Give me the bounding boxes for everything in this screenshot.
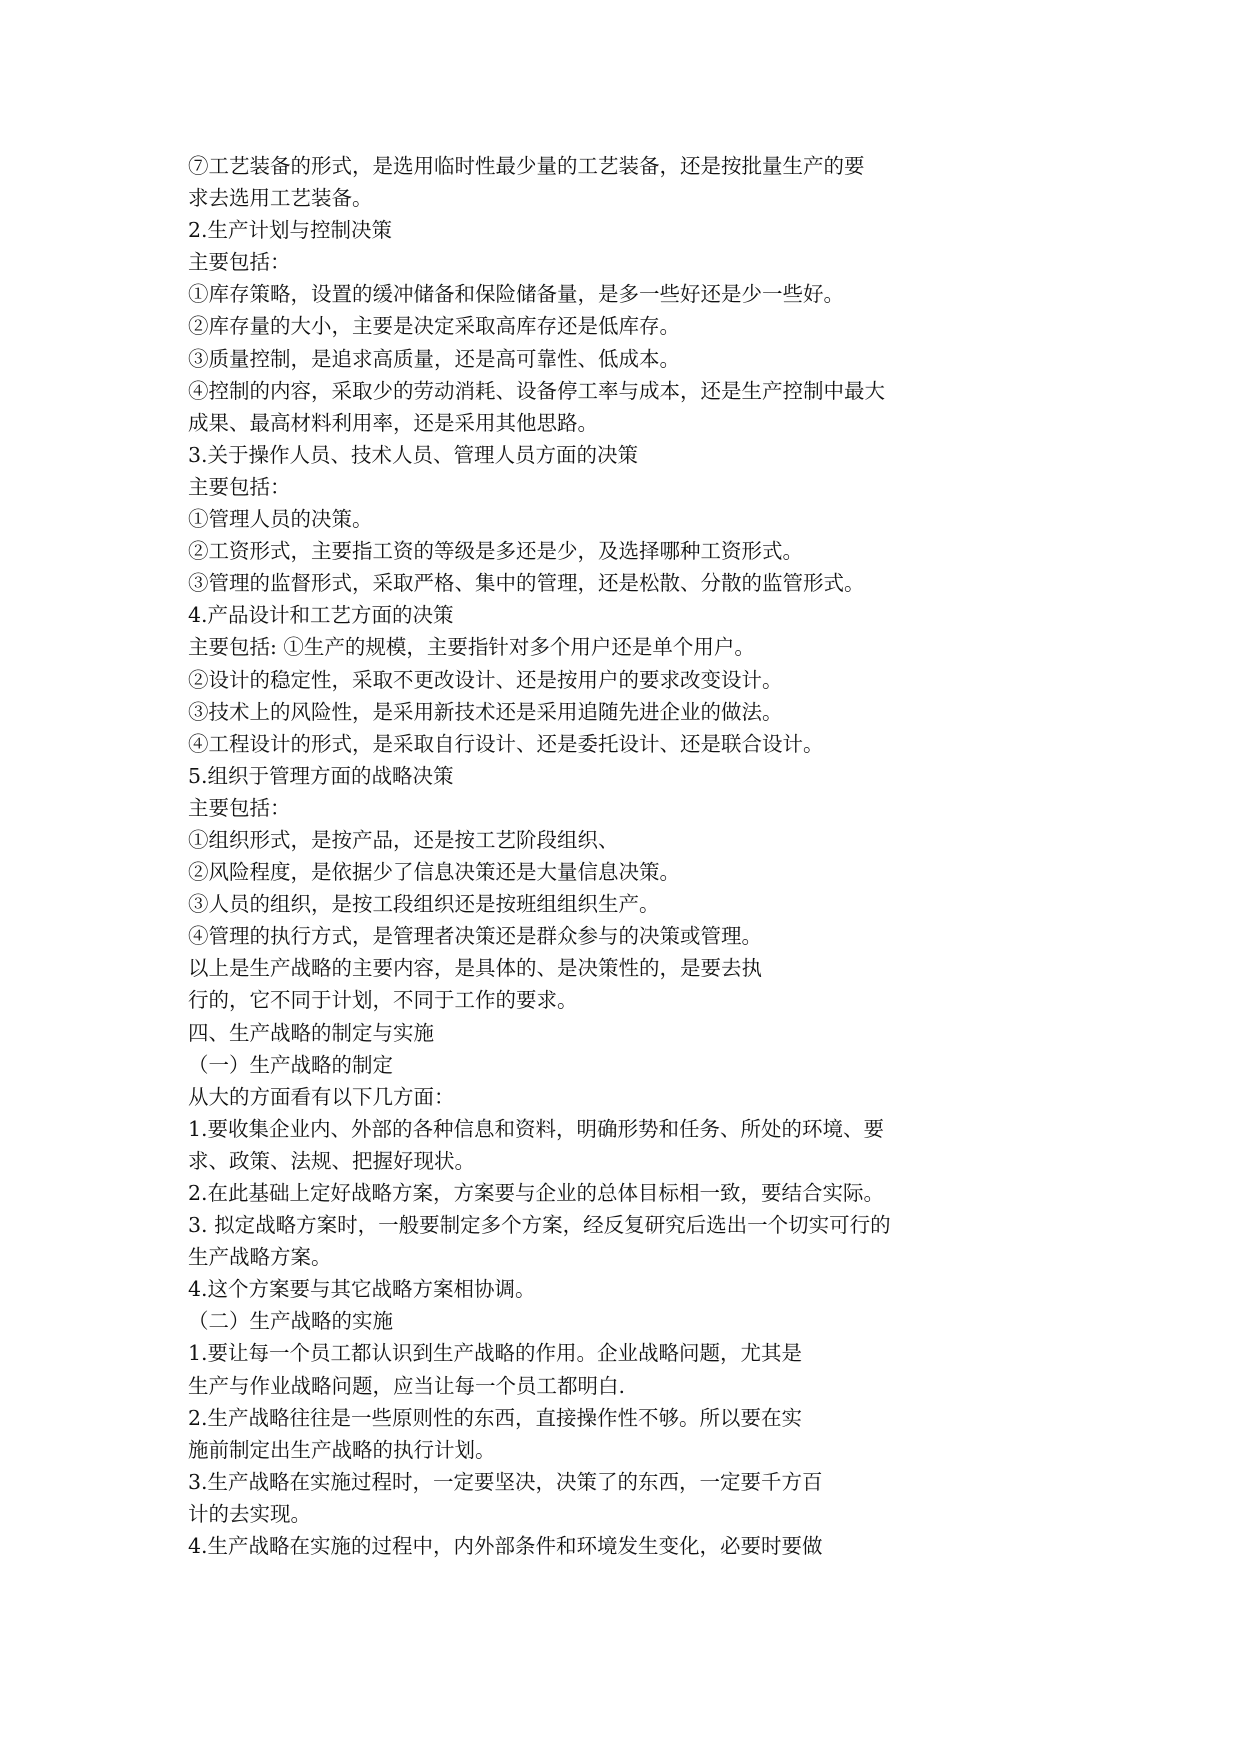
text-line: （二）生产战略的实施	[188, 1309, 393, 1334]
text-line: 4.产品设计和工艺方面的决策	[188, 603, 454, 628]
text-line: ③技术上的风险性，是采用新技术还是采用追随先进企业的做法。	[188, 699, 783, 724]
text-line: ②库存量的大小，主要是决定采取高库存还是低库存。	[188, 314, 680, 339]
text-line: 主要包括：	[188, 474, 291, 499]
text-line: ③质量控制，是追求高质量，还是高可靠性、低成本。	[188, 346, 680, 371]
text-line: 行的，它不同于计划，不同于工作的要求。	[188, 988, 578, 1013]
text-line: ②工资形式，主要指工资的等级是多还是少，及选择哪种工资形式。	[188, 539, 803, 564]
document-body	[188, 150, 978, 1562]
text-line: ④控制的内容，采取少的劳动消耗、设备停工率与成本，还是生产控制中最大	[188, 378, 885, 403]
text-line: 2.在此基础上定好战略方案，方案要与企业的总体目标相一致，要结合实际。	[188, 1181, 885, 1205]
text-line: 求去选用工艺装备。	[188, 186, 373, 211]
text-line: 3.关于操作人员、技术人员、管理人员方面的决策	[188, 442, 639, 467]
text-line: 求、政策、法规、把握好现状。	[188, 1148, 475, 1173]
text-line: ③人员的组织，是按工段组织还是按班组组织生产。	[188, 892, 660, 917]
text-line: 1.要让每一个员工都认识到生产战略的作用。企业战略问题，尤其是	[188, 1341, 803, 1366]
text-line: ①库存策略，设置的缓冲储备和保险储备量，是多一些好还是少一些好。	[188, 282, 844, 307]
text-line: 1.要收集企业内、外部的各种信息和资料，明确形势和任务、所处的环境、要	[188, 1116, 885, 1141]
text-line: ②设计的稳定性，采取不更改设计、还是按用户的要求改变设计。	[188, 667, 783, 692]
text-line: ①管理人员的决策。	[188, 507, 373, 532]
text-line: ③管理的监督形式，采取严格、集中的管理，还是松散、分散的监管形式。	[188, 571, 865, 596]
text-line: 4.这个方案要与其它战略方案相协调。	[188, 1277, 536, 1302]
text-line: 计的去实现。	[188, 1501, 311, 1526]
text-line: 四、生产战略的制定与实施	[188, 1020, 434, 1045]
text-line: ④工程设计的形式，是采取自行设计、还是委托设计、还是联合设计。	[188, 731, 824, 756]
text-line: 以上是生产战略的主要内容，是具体的、是决策性的，是要去执	[188, 956, 762, 981]
text-line: 主要包括：	[188, 250, 291, 275]
text-line: 主要包括：	[188, 795, 291, 820]
text-line: 2.生产战略往往是一些原则性的东西，直接操作性不够。所以要在实	[188, 1405, 803, 1430]
text-line: 主要包括: ①生产的规模，主要指针对多个用户还是单个用户。	[188, 635, 755, 660]
text-line: 3. 拟定战略方案时，一般要制定多个方案，经反复研究后选出一个切实可行的	[188, 1213, 891, 1238]
text-line: 3.生产战略在实施过程时，一定要坚决，决策了的东西，一定要千方百	[188, 1469, 823, 1494]
text-line: ②风险程度，是依据少了信息决策还是大量信息决策。	[188, 860, 680, 885]
text-line: 成果、最高材料利用率，还是采用其他思路。	[188, 410, 598, 435]
text-line: 2.生产计划与控制决策	[188, 218, 393, 243]
text-line: ①组织形式，是按产品，还是按工艺阶段组织、	[188, 827, 619, 852]
text-line: （一）生产战略的制定	[188, 1052, 393, 1077]
text-line: 从大的方面看有以下几方面：	[188, 1084, 455, 1109]
text-line: ④管理的执行方式，是管理者决策还是群众参与的决策或管理。	[188, 924, 762, 949]
text-line: 施前制定出生产战略的执行计划。	[188, 1437, 496, 1462]
text-line: 4.生产战略在实施的过程中，内外部条件和环境发生变化，必要时要做	[188, 1534, 823, 1559]
text-line: 生产与作业战略问题，应当让每一个员工都明白.	[188, 1373, 626, 1398]
text-line: 生产战略方案。	[188, 1245, 332, 1270]
text-line: 5.组织于管理方面的战略决策	[188, 763, 454, 788]
text-line: ⑦工艺装备的形式，是选用临时性最少量的工艺装备，还是按批量生产的要	[188, 154, 865, 178]
